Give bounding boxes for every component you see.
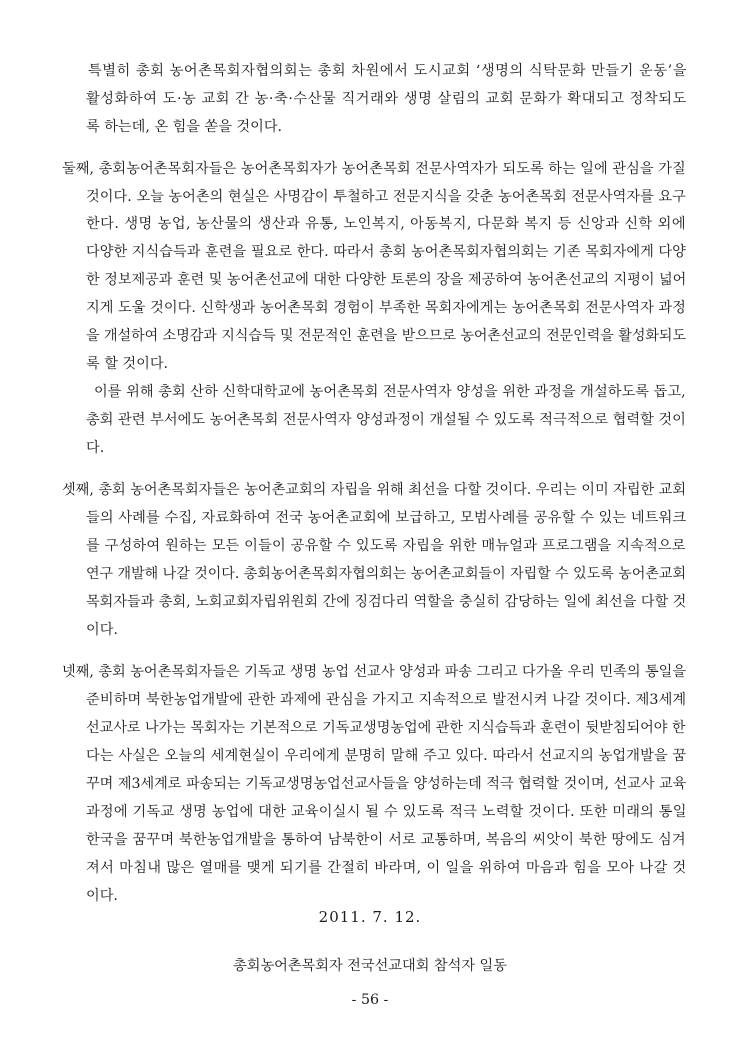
paragraph-fourth-line: 다는 사실은 오늘의 세계현실이 우리에게 분명히 말해 주고 있다. 따라서 선교지의 농업개발을 꿈 [86, 748, 687, 764]
paragraph-third-line: 목회자들과 총회, 노회교회자립위원회 간에 징검다리 역할을 충실히 감당하는 일에 최선을 다할 것 [86, 594, 687, 610]
paragraph-second-line: 지게 도울 것이다. 신학생과 농어촌목회 경험이 부족한 목회자에게는 농어촌목회 전문사역자 과정 [86, 300, 686, 316]
paragraph-fourth-line: 선교사로 나가는 목회자는 기본적으로 기독교생명농업에 관한 지식습득과 훈련이 뒷받침되어야 한 [86, 720, 686, 736]
paragraph-special-line: 록 하는데, 온 힘을 쏟을 것이다. [86, 119, 283, 135]
signature-line: 총회농어촌목회자 전국선교대회 참석자 일동 [233, 958, 507, 974]
paragraph-second-line: 한 정보제공과 훈련 및 농어촌선교에 대한 다양한 토론의 장을 제공하여 농어촌선교의 지평이 넓어 [86, 272, 687, 288]
paragraph-second-line: 것이다. 오늘 농어촌의 현실은 사명감이 투철하고 전문지식을 갖춘 농어촌목회 전문사역자를 요구 [86, 189, 686, 205]
paragraph-second-line: 록 할 것이다. [86, 356, 169, 372]
paragraph-third-line: 이다. [86, 622, 118, 638]
paragraph-fourth-line: 이다. [86, 888, 118, 904]
paragraph-second-line: 을 개설하여 소명감과 지식습득 및 전문적인 훈련을 받으므로 농어촌선교의 전문인력을 활성화되도 [86, 328, 687, 344]
paragraph-third-line: 들의 사례를 수집, 자료화하여 전국 농어촌교회에 보급하고, 모범사례를 공유할 수 있는 네트워크 [86, 510, 687, 526]
document-date: 2011. 7. 12. [318, 908, 422, 926]
paragraph-third-line: 연구 개발해 나갈 것이다. 총회농어촌목회자협의회는 농어촌교회들이 자립할 수 있도록 농어촌교회 [86, 566, 687, 582]
paragraph-fourth-line: 넷째, 총회 농어촌목회자들은 기독교 생명 농업 선교사 양성과 파송 그리고 다가올 우리 민족의 통일을 [62, 664, 687, 680]
paragraph-second-line: 다. [86, 440, 105, 456]
paragraph-second-line: 한다. 생명 농업, 농산물의 생산과 유통, 노인복지, 아동복지, 다문화 복지 등 신앙과 신학 외에 [86, 216, 687, 232]
paragraph-second-line: 둘째, 총회농어촌목회자들은 농어촌목회자가 농어촌목회 전문사역자가 되도록 하는 일에 관심을 가질 [62, 161, 686, 177]
paragraph-second-line: 총회 관련 부서에도 농어촌목회 전문사역자 양성과정이 개설될 수 있도록 적극적으로 협력할 것이 [86, 412, 686, 428]
paragraph-second-line: 이를 위해 총회 산하 신학대학교에 농어촌목회 전문사역자 양성을 위한 과정을 개설하도록 돕고, [94, 384, 686, 400]
paragraph-special-line: 활성화하여 도·농 교회 간 농·축·수산물 직거래와 생명 살림의 교회 문화가 확대되고 정착되도 [86, 91, 687, 107]
paragraph-fourth-line: 꾸며 제3세계로 파송되는 기독교생명농업선교사들을 양성하는데 적극 협력할 것이며, 선교사 교육 [86, 776, 687, 792]
paragraph-third-line: 를 구성하여 원하는 모든 이들이 공유할 수 있도록 자립을 위한 매뉴얼과 프로그램을 지속적으로 [86, 538, 686, 554]
page-number: - 56 - [351, 992, 389, 1008]
paragraph-fourth-line: 준비하며 북한농업개발에 관한 과제에 관심을 가지고 지속적으로 발전시켜 나갈 것이다. 제3세계 [86, 692, 687, 708]
paragraph-third-line: 셋째, 총회 농어촌목회자들은 농어촌교회의 자립을 위해 최선을 다할 것이다. 우리는 이미 자립한 교회 [62, 482, 687, 498]
paragraph-fourth-line: 한국을 꿈꾸며 북한농업개발을 통하여 남북한이 서로 교통하며, 복음의 씨앗이 북한 땅에도 심겨 [86, 832, 686, 848]
paragraph-second-line: 다양한 지식습득과 훈련을 필요로 한다. 따라서 총회 농어촌목회자협의회는 기존 목회자에게 다양 [86, 244, 686, 260]
paragraph-special-line: 특별히 총회 농어촌목회자협의회는 총회 차원에서 도시교회 ‘생명의 식탁문화 만들기 운동’을 [88, 63, 687, 79]
paragraph-fourth-line: 과정에 기독교 생명 농업에 대한 교육이실시 될 수 있도록 적극 노력할 것이다. 또한 미래의 통일 [86, 804, 687, 820]
paragraph-fourth-line: 져서 마침내 많은 열매를 맺게 되기를 간절히 바라며, 이 일을 위하여 마음과 힘을 모아 나갈 것 [86, 860, 687, 876]
